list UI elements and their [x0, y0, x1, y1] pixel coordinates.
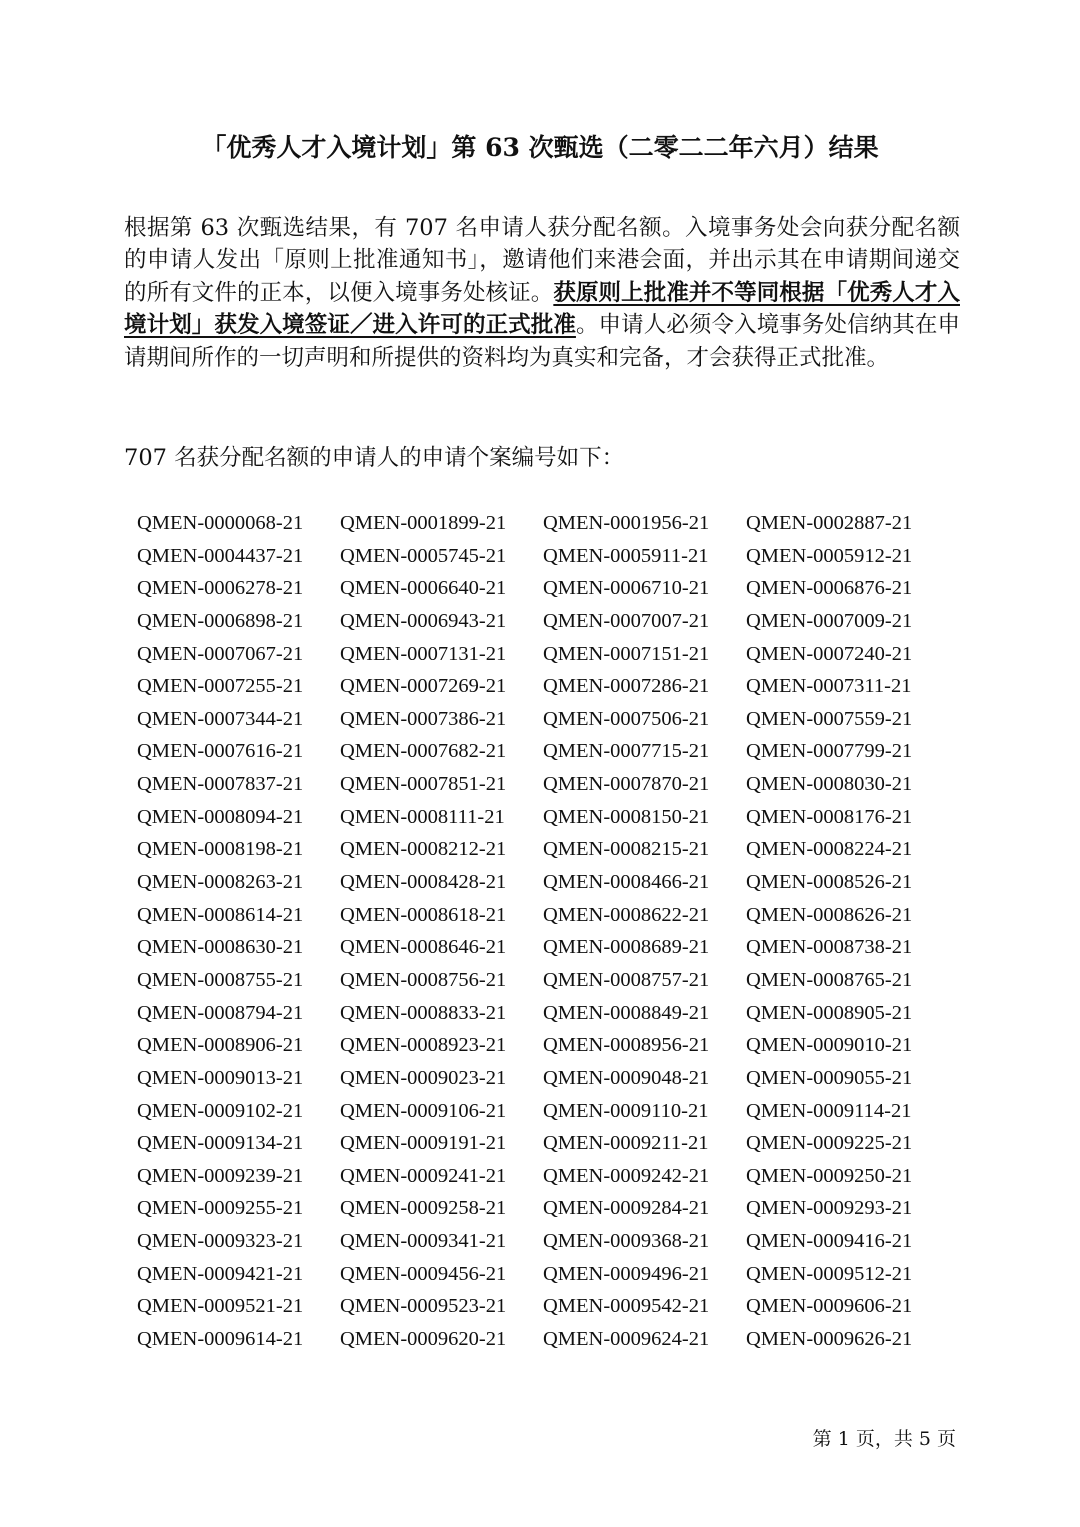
case-number: QMEN-0008212-21 [340, 838, 507, 861]
case-number: QMEN-0008757-21 [543, 968, 710, 991]
case-number: QMEN-0008833-21 [340, 1001, 507, 1024]
page-footer: 第 1 页，共 5 页 [812, 1428, 956, 1450]
case-number: QMEN-0009114-21 [746, 1099, 912, 1122]
case-number: QMEN-0009284-21 [543, 1197, 710, 1220]
case-number: QMEN-0007311-21 [746, 675, 912, 698]
case-number: QMEN-0008756-21 [340, 968, 507, 991]
page-title: 「优秀人才入境计划」第 63 次甄选（二零二二年六月）结果 [201, 133, 879, 162]
case-number: QMEN-0007269-21 [340, 675, 507, 698]
case-number: QMEN-0008755-21 [137, 968, 304, 991]
case-number: QMEN-0008198-21 [137, 838, 304, 861]
case-number: QMEN-0006876-21 [746, 577, 913, 600]
case-number: QMEN-0009521-21 [137, 1295, 304, 1318]
case-number: QMEN-0009010-21 [746, 1034, 913, 1057]
case-number: QMEN-0008956-21 [543, 1034, 710, 1057]
case-number: QMEN-0009110-21 [543, 1099, 709, 1122]
case-number: QMEN-0007386-21 [340, 707, 507, 730]
case-number: QMEN-0008428-21 [340, 871, 507, 894]
case-number: QMEN-0008626-21 [746, 903, 913, 926]
case-number: QMEN-0007009-21 [746, 609, 913, 632]
case-number: QMEN-0001956-21 [543, 512, 710, 534]
case-number: QMEN-0009242-21 [543, 1164, 710, 1187]
case-number: QMEN-0009293-21 [746, 1197, 913, 1220]
case-number: QMEN-0009620-21 [340, 1328, 507, 1351]
case-number: QMEN-0007506-21 [543, 707, 710, 730]
case-number: QMEN-0001899-21 [340, 512, 507, 534]
case-number: QMEN-0005912-21 [746, 544, 913, 567]
intro-emphasis: 获原则上批准并不等同根据「优秀人才入境计划」获发入境签证／进入许可的正式批准 [124, 279, 960, 339]
case-number: QMEN-0007559-21 [746, 707, 913, 730]
case-number: QMEN-0007616-21 [137, 740, 304, 763]
case-number: QMEN-0009250-21 [746, 1164, 913, 1187]
case-number: QMEN-0009368-21 [543, 1230, 710, 1253]
case-number: QMEN-0009626-21 [746, 1328, 913, 1351]
intro-paragraph [124, 212, 960, 374]
case-number: QMEN-0009023-21 [340, 1066, 507, 1089]
case-number: QMEN-0008111-21 [340, 805, 505, 828]
case-number: QMEN-0007151-21 [543, 642, 710, 665]
case-number: QMEN-0009614-21 [137, 1328, 304, 1351]
case-number: QMEN-0008794-21 [137, 1001, 304, 1024]
case-number: QMEN-0007067-21 [137, 642, 304, 665]
case-number: QMEN-0007131-21 [340, 642, 507, 665]
case-number: QMEN-0006640-21 [340, 577, 507, 600]
case-number: QMEN-0008618-21 [340, 903, 507, 926]
case-number: QMEN-0009421-21 [137, 1262, 304, 1285]
case-number: QMEN-0008526-21 [746, 871, 913, 894]
case-number: QMEN-0009542-21 [543, 1295, 710, 1318]
case-number: QMEN-0007286-21 [543, 675, 710, 698]
case-number: QMEN-0009606-21 [746, 1295, 913, 1318]
case-number: QMEN-0007682-21 [340, 740, 507, 763]
case-number: QMEN-0008689-21 [543, 936, 710, 959]
case-number: QMEN-0009255-21 [137, 1197, 304, 1220]
case-number: QMEN-0008622-21 [543, 903, 710, 926]
case-number: QMEN-0009106-21 [340, 1099, 507, 1122]
case-number: QMEN-0008094-21 [137, 805, 304, 828]
list-intro: 707 名获分配名额的申请人的申请个案编号如下： [124, 445, 625, 471]
case-number: QMEN-0002887-21 [746, 512, 913, 534]
case-number: QMEN-0008646-21 [340, 936, 507, 959]
case-number: QMEN-0007715-21 [543, 740, 710, 763]
case-number: QMEN-0009191-21 [340, 1132, 507, 1155]
case-number: QMEN-0006943-21 [340, 609, 507, 632]
case-number: QMEN-0009239-21 [137, 1164, 304, 1187]
case-number: QMEN-0007837-21 [137, 773, 304, 796]
case-number: QMEN-0008215-21 [543, 838, 710, 861]
case-number: QMEN-0005911-21 [543, 544, 709, 567]
case-number: QMEN-0007240-21 [746, 642, 913, 665]
intro-text-after: 。申请人必须令入境事务处信纳其在申请期间所作的一切声明和所提供的资料均为真实和完备，才会获得正式批准。 [124, 312, 960, 371]
case-number: QMEN-0007007-21 [543, 609, 710, 632]
case-number: QMEN-0008630-21 [137, 936, 304, 959]
case-number: QMEN-0008176-21 [746, 805, 913, 828]
case-number: QMEN-0008905-21 [746, 1001, 913, 1024]
case-number: QMEN-0008263-21 [137, 871, 304, 894]
case-number: QMEN-0007870-21 [543, 773, 710, 796]
case-number: QMEN-0009241-21 [340, 1164, 507, 1187]
intro-text-before: 根据第 63 次甄选结果，有 707 名申请人获分配名额。入境事务处会向获分配名额的申请人发出「原则上批准通知书」，邀请他们来港会面，并出示其在申请期间递交的所有文件的正本，以便入境事务处核证。 [124, 215, 960, 306]
case-number: QMEN-0009258-21 [340, 1197, 507, 1220]
case-number: QMEN-0008614-21 [137, 903, 304, 926]
case-number: QMEN-0008466-21 [543, 871, 710, 894]
case-number: QMEN-0008906-21 [137, 1034, 304, 1057]
case-number: QMEN-0009523-21 [340, 1295, 507, 1318]
case-number: QMEN-0008849-21 [543, 1001, 710, 1024]
case-number: QMEN-0000068-21 [137, 512, 304, 534]
case-number: QMEN-0006710-21 [543, 577, 710, 600]
case-number: QMEN-0008030-21 [746, 773, 913, 796]
case-number: QMEN-0006278-21 [137, 577, 304, 600]
case-number: QMEN-0006898-21 [137, 609, 304, 632]
case-number: QMEN-0008224-21 [746, 838, 913, 861]
case-number: QMEN-0009102-21 [137, 1099, 304, 1122]
case-number: QMEN-0005745-21 [340, 544, 507, 567]
case-number: QMEN-0009456-21 [340, 1262, 507, 1285]
case-number: QMEN-0009323-21 [137, 1230, 304, 1253]
case-number-grid [137, 507, 937, 1356]
case-number: QMEN-0007344-21 [137, 707, 304, 730]
case-number: QMEN-0009225-21 [746, 1132, 913, 1155]
case-number: QMEN-0007255-21 [137, 675, 304, 698]
case-number: QMEN-0007799-21 [746, 740, 913, 763]
case-number: QMEN-0009048-21 [543, 1066, 710, 1089]
case-number: QMEN-0009512-21 [746, 1262, 913, 1285]
case-number: QMEN-0008150-21 [543, 805, 710, 828]
case-number: QMEN-0009013-21 [137, 1066, 304, 1089]
case-number: QMEN-0007851-21 [340, 773, 507, 796]
case-number: QMEN-0009496-21 [543, 1262, 710, 1285]
case-number: QMEN-0009211-21 [543, 1132, 709, 1155]
case-number: QMEN-0009341-21 [340, 1230, 507, 1253]
case-number: QMEN-0009134-21 [137, 1132, 304, 1155]
case-number: QMEN-0008738-21 [746, 936, 913, 959]
case-number: QMEN-0009416-21 [746, 1230, 913, 1253]
case-number: QMEN-0008765-21 [746, 968, 913, 991]
case-number: QMEN-0009055-21 [746, 1066, 913, 1089]
case-number: QMEN-0004437-21 [137, 544, 304, 567]
case-number: QMEN-0008923-21 [340, 1034, 507, 1057]
case-number: QMEN-0009624-21 [543, 1328, 710, 1351]
